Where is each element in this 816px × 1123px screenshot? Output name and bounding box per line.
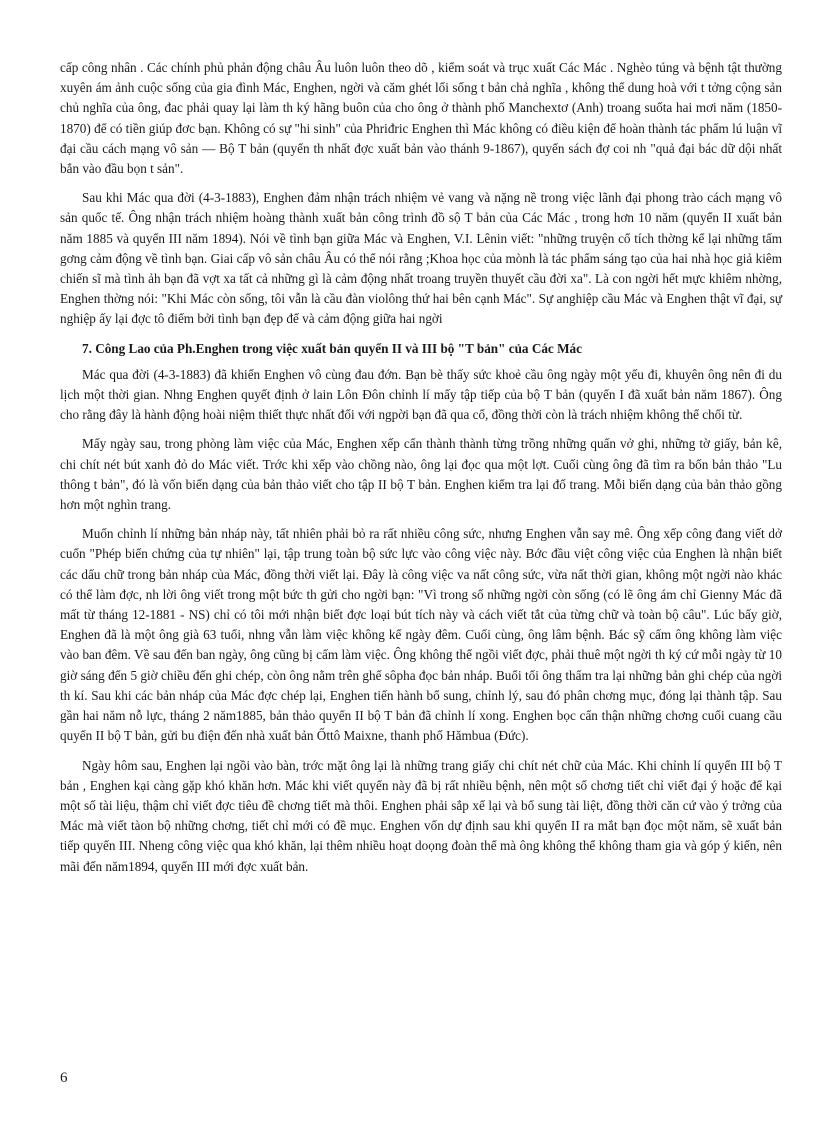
paragraph-1: cấp công nhân . Các chính phủ phản động châu Âu luôn luôn theo dõ , kiểm soát và trục xuất Các Mác . Nghèo túng và bệnh tật thường xuyên ám ảnh cuộc sống của gia đình Mác, Enghen, ngời và căm ghét lối sống t bản chả nghĩa , không thể dung hoà với t tởng cộng sản chủ nghĩa của ông, đac phải quay lại làm th ký hãng buôn của cho ông ở thành phố Manchextơ (Anh) troang suốta hai mơi năm (1850-1870) để có tiền giúp đơc bạn. Không có sự "hi sinh" của Phriđric Enghen thì Mác không có điều kiện để hoàn thành tác phẩm lú luận vĩ đại cầu cách mạng vô sản — Bộ T bản (quyển th nhất đợc xuất bản vào thánh 9-1867), quyển sách đợ coi nh "quả đại bác dữ dội nhất bắn vào đầu bọn t sản". [60,60,782,177]
paragraph-5: Muốn chỉnh lí những bản nháp này, tất nhiên phải bỏ ra rất nhiều công sức, nhưng Enghen vẫn say mê. Ông xếp công đang viết dở cuốn "Phép biến chứng của tự nhiên" lại, tập trung toàn bộ sức lực vào công việc này. Bớc đầu việt công việc của Enghen là nhận biết các dấu chữ trong bản nháp của Mác, đồng thời viết lại. Đây là công việc va nất công sức, vừa nất thời gian, không một ngời nào khác có thể làm đợc, nh lời ông viết trong một bức th gửi cho ngời bạn: "Vì trong số những ngời còn sống (có lẽ ông ám chỉ Gienny Mác đã mất từ tháng 12-1881 - NS) chỉ có tôi mới nhận biết đợc loại bút tích này và cách viết tắt của từng chữ và toàn bộ câu". Lúc bấy giờ, Enghen đã là một ông già 63 tuổi, nhng vẫn làm việc không kể ngày đêm. Cuối cùng, ông lâm bệnh. Bác sỹ cấm ông không làm việc vào ban đêm. Về sau đến ban ngày, ông cũng bị cấm làm việc. Ông không thể ngồi viết đợc, phải thuê một ngời th ký cứ mỗi ngày từ 10 giờ sáng đến 5 giờ chiều đến ghi chép, còn ông nằm trên ghế sôpha đọc bản nháp. Buổi tối ông thẩm tra lại những bản ghi chép của ngời th kí. Sau khi các bản nháp của Mác đợc chép lại, Enghen tiến hành bổ sung, chỉnh lý, sau đó phân chơng mục, đóng lại thành tập. Sau gần hai năm nỗ lực, tháng 2 năm1885, bản thảo quyển II bộ T bản đã chỉnh lí xong. Enghen bọc cẩn thận những chơng cuối cuang cầu quyển II bộ T bản, gửi bu điện đến nhà xuất bản Ốttô Maixne, thanh phố Hămbua (Đức). [60,526,782,744]
paragraph-4: Mấy ngày sau, trong phòng làm việc của Mác, Enghen xếp cẩn thành thành từng trồng những quấn vở ghi, những tờ giấy, bản kê, chi chít nét bút xanh đỏ do Mác viết. Trớc khi xếp vào chồng nào, ông lại đọc qua một lợt. Cuối cùng ông đã tìm ra bốn bản thảo "Lu thông t bản", đó là vốn biến dạng của bản thảo viết cho tập II bộ T bản. Enghen kiểm tra lại đố trang. Mỗi biến dạng của bản thảo gồng hơn một nghìn trang. [60,436,782,513]
paragraph-3: Mác qua đời (4-3-1883) đã khiến Enghen vô cùng đau đớn. Bạn bè thấy sức khoẻ cầu ông ngày một yếu đi, khuyên ông nên đi du lịch một thời gian. Nhng Enghen quyết định ở lain Lôn Đôn chỉnh lí mấy tập tiếp của bộ T bản (quyển I đã xuất bản năm 1867). Ông cho rằng đây là hành động hoài niệm thiết thực nhất đối với ngpời bạn đã qua cố, đồng thời còn là trách nhiệm không thể chối từ. [60,366,782,423]
page-number: 6 [60,1070,68,1086]
page-body [60,58,782,886]
section-heading: 7. Công Lao của Ph.Enghen trong việc xuất bản quyển II và III bộ "T bản" của Các Mác [82,340,582,356]
paragraph-2: Sau khi Mác qua đời (4-3-1883), Enghen đảm nhận trách nhiệm vẻ vang và nặng nề trong việc lãnh đại phong trào cách mạng vô sản quốc tế. Ông nhận trách nhiệm hoàng thành xuất bản công trình đồ sộ T bản của Các Mác , trong hơn 10 năm (quyển II xuất bản năm 1885 và quyển III năm 1894). Nói về tình bạn giữa Mác và Enghen, V.I. Lênin viết: "những truyện cổ tích thờng kể lại những tấm gơng cảm động về tình bạn. Giai cấp vô sản châu Âu có thể nói rằng ;Khoa học của mònh là tác phẩm sáng tạo của hai nhà học giả kiêm chiến sĩ mà tình ảh bạn đã vợt xa tất cả những gì là cảm động nhất troang truyền thuyết cầu đời xa". Là con ngời hết mực khiêm nhờng, Enghen thờng nói: "Khi Mác còn sống, tôi vẫn là cầu đàn violông thứ hai bên cạnh Mác". Sự anghiệp cầu Mác và Enghen thật vĩ đại, sự nghiệp ấy lại đợc tô điểm bởi tình bạn đẹp đế và cảm động giữa hai ngời [60,190,782,327]
paragraph-6: Ngày hôm sau, Enghen lại ngồi vào bàn, trớc mặt ông lại là những trang giấy chi chít nét chữ của Mác. Khi chỉnh lí quyển III bộ T bản , Enghen kại càng gặp khó khăn hơn. Mác khi viết quyển này đã bị rất nhiều bệnh, nên một số chơng tiết chỉ viết đại ý hoặc để kại một số tài liệu, thậm chỉ viết đợc tiêu đề chơng tiết mà thôi. Enghen phải sắp xế lại và bổ sung tài liệt, đồng thời căn cứ vào ý trởng của Mác mà viết tàon bộ những chơng, tiết chỉ mới có đề mục. Enghen vốn dự định sau khi quyển II ra mắt bạn đọc một năm, sẽ xuất bản tiếp quyển III. Nheng công việc qua khó khăn, lại thêm nhiều hoạt doọng đoàn thể mà ông không thể không tham gia và góp ý kiến, nên mãi đến năm1894, quyển III mới đợc xuất bản. [60,757,782,874]
